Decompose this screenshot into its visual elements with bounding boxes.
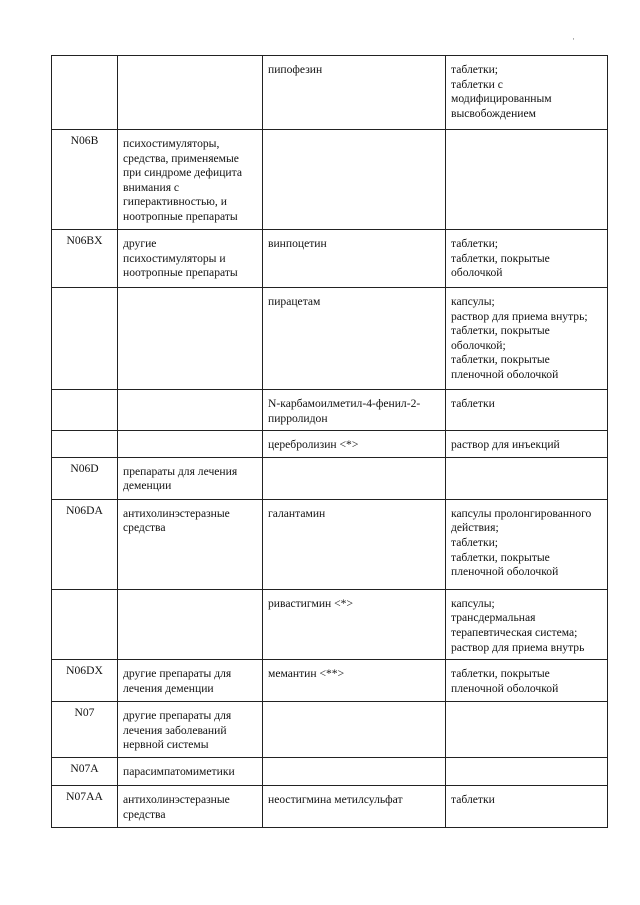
table-row bbox=[52, 130, 608, 230]
dosage-form-cell: капсулы; раствор для приема внутрь; таблетки, покрытые оболочкой; таблетки, покрытые пленочной оболочкой bbox=[446, 288, 608, 390]
atc-code-cell bbox=[52, 589, 118, 659]
atc-code-cell bbox=[52, 390, 118, 431]
atc-group-cell: другие препараты для лечения деменции bbox=[118, 660, 263, 702]
dosage-form-cell: капсулы; трансдермальная терапевтическая система; раствор для приема внутрь bbox=[446, 589, 608, 659]
dosage-form-cell: таблетки, покрытые пленочной оболочкой bbox=[446, 660, 608, 702]
dosage-form-cell bbox=[446, 130, 608, 230]
atc-code-cell: N06D bbox=[52, 457, 118, 499]
atc-code-cell: N07 bbox=[52, 702, 118, 758]
atc-group-cell: парасимпатомиметики bbox=[118, 758, 263, 786]
atc-code-cell: N06B bbox=[52, 130, 118, 230]
dosage-form-cell bbox=[446, 758, 608, 786]
page-corner-mark: · bbox=[572, 34, 575, 44]
table-body bbox=[52, 56, 608, 828]
table-row bbox=[52, 390, 608, 431]
drug-name-cell bbox=[263, 758, 446, 786]
drug-name-cell: мемантин <**> bbox=[263, 660, 446, 702]
drug-name-cell bbox=[263, 130, 446, 230]
table-row bbox=[52, 457, 608, 499]
atc-group-cell: другие препараты для лечения заболеваний нервной системы bbox=[118, 702, 263, 758]
atc-group-cell bbox=[118, 431, 263, 458]
drug-name-cell: неостигмина метилсульфат bbox=[263, 786, 446, 828]
dosage-form-cell: капсулы пролонгированного действия; таблетки; таблетки, покрытые пленочной оболочкой bbox=[446, 499, 608, 589]
drug-name-cell bbox=[263, 457, 446, 499]
atc-group-cell: антихолинэстеразные средства bbox=[118, 786, 263, 828]
atc-group-cell bbox=[118, 390, 263, 431]
drug-name-cell: N-карбамоилметил-4-фенил-2- пирролидон bbox=[263, 390, 446, 431]
dosage-form-cell: раствор для инъекций bbox=[446, 431, 608, 458]
atc-group-cell bbox=[118, 288, 263, 390]
atc-group-cell bbox=[118, 56, 263, 130]
dosage-form-cell bbox=[446, 457, 608, 499]
table-row bbox=[52, 786, 608, 828]
table-row bbox=[52, 230, 608, 288]
medicines-table bbox=[51, 55, 608, 828]
dosage-form-cell: таблетки bbox=[446, 786, 608, 828]
atc-group-cell: психостимуляторы, средства, применяемые при синдроме дефицита внимания с гиперактивностью, и ноотропные препараты bbox=[118, 130, 263, 230]
dosage-form-cell bbox=[446, 702, 608, 758]
table-row bbox=[52, 758, 608, 786]
drug-name-cell: пипофезин bbox=[263, 56, 446, 130]
dosage-form-cell: таблетки bbox=[446, 390, 608, 431]
table-row bbox=[52, 499, 608, 589]
atc-code-cell: N06BX bbox=[52, 230, 118, 288]
atc-group-cell: препараты для лечения деменции bbox=[118, 457, 263, 499]
drug-name-cell: пирацетам bbox=[263, 288, 446, 390]
dosage-form-cell: таблетки; таблетки с модифицированным высвобождением bbox=[446, 56, 608, 130]
table-row bbox=[52, 702, 608, 758]
atc-group-cell bbox=[118, 589, 263, 659]
atc-code-cell: N07A bbox=[52, 758, 118, 786]
dosage-form-cell: таблетки; таблетки, покрытые оболочкой bbox=[446, 230, 608, 288]
table-row bbox=[52, 660, 608, 702]
atc-code-cell: N06DX bbox=[52, 660, 118, 702]
atc-code-cell bbox=[52, 56, 118, 130]
table-row bbox=[52, 56, 608, 130]
atc-code-cell: N06DA bbox=[52, 499, 118, 589]
table-row bbox=[52, 431, 608, 458]
atc-code-cell: N07AA bbox=[52, 786, 118, 828]
table-row bbox=[52, 589, 608, 659]
drug-name-cell bbox=[263, 702, 446, 758]
drug-name-cell: галантамин bbox=[263, 499, 446, 589]
table-row bbox=[52, 288, 608, 390]
drug-name-cell: винпоцетин bbox=[263, 230, 446, 288]
atc-group-cell: другие психостимуляторы и ноотропные препараты bbox=[118, 230, 263, 288]
drug-name-cell: церебролизин <*> bbox=[263, 431, 446, 458]
drug-name-cell: ривастигмин <*> bbox=[263, 589, 446, 659]
atc-group-cell: антихолинэстеразные средства bbox=[118, 499, 263, 589]
atc-code-cell bbox=[52, 288, 118, 390]
atc-code-cell bbox=[52, 431, 118, 458]
